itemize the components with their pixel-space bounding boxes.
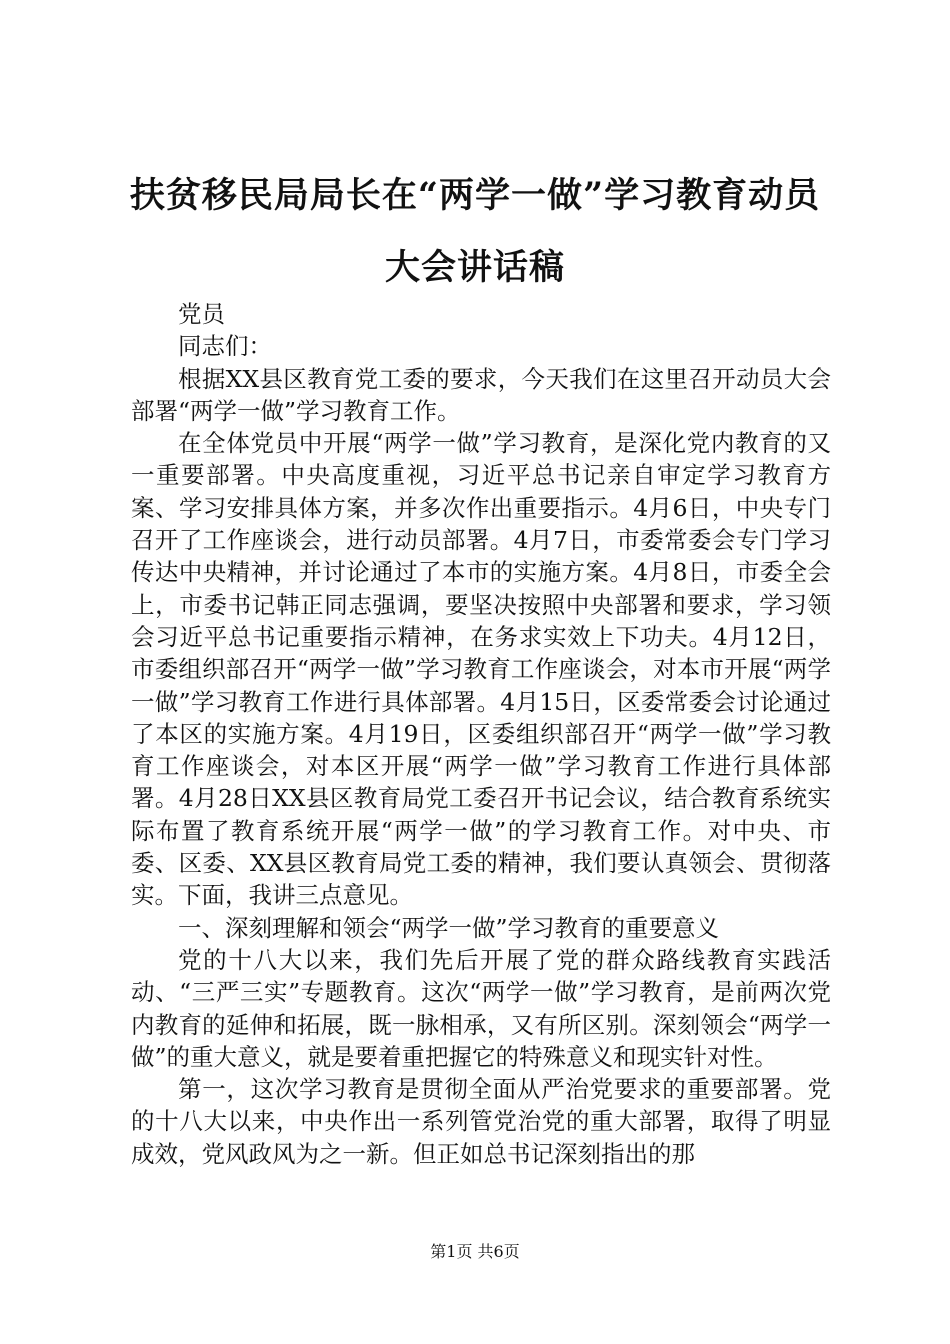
paragraph-significance: 党的十八大以来，我们先后开展了党的群众路线教育实践活动、“三严三实”专题教育。这次“两学一做”学习教育，是前两次党内教育的延伸和拓展，既一脉相承，又有所区别。深刻领会“两学一做”的重大意义，就是要着重把握它的特殊意义和现实针对性。 bbox=[131, 945, 831, 1071]
paragraph-opening: 根据XX县区教育党工委的要求，今天我们在这里召开动员大会部署“两学一做”学习教育工作。 bbox=[131, 364, 831, 425]
salutation-comrades: 同志们： bbox=[178, 332, 272, 361]
title-line-1: 扶贫移民局局长在“两学一做”学习教育动员 bbox=[129, 175, 821, 216]
document-body bbox=[131, 298, 831, 1170]
paragraph-first-point: 第一，这次学习教育是贯彻全面从严治党要求的重要部署。党的十八大以来，中央作出一系列管党治党的重大部署，取得了明显成效，党风政风为之一新。但正如总书记深刻指出的那 bbox=[131, 1075, 831, 1168]
title-line-2: 大会讲话稿 bbox=[384, 247, 565, 288]
page-footer bbox=[0, 1242, 950, 1262]
salutation-party-members: 党员 bbox=[178, 300, 225, 328]
page-number: 第1页 共6页 bbox=[430, 1242, 520, 1261]
section-heading-1: 一、深刻理解和领会“两学一做”学习教育的重要意义 bbox=[178, 913, 720, 942]
paragraph-background: 在全体党员中开展“两学一做”学习教育，是深化党内教育的又一重要部署。中央高度重视，习近平总书记亲自审定学习教育方案、学习安排具体方案，并多次作出重要指示。4月6日，中央专门召开了工作座谈会，进行动员部署。4月7日，市委常委会专门学习传达中央精神，并讨论通过了本市的实施方案。4月8日，市委全会上，市委书记韩正同志强调，要坚决按照中央部署和要求，学习领会习近平总书记重要指示精神，在务求实效上下功夫。4月12日，市委组织部召开“两学一做”学习教育工作座谈会，对本市开展“两学一做”学习教育工作进行具体部署。4月15日，区委常委会讨论通过了本区的实施方案。4月19日，区委组织部召开“两学一做”学习教育工作座谈会，对本区开展“两学一做”学习教育工作进行具体部署。4月28日XX县区教育局党工委召开书记会议，结合教育系统实际布置了教育系统开展“两学一做”的学习教育工作。对中央、市委、区委、XX县区教育局党工委的精神，我们要认真领会、贯彻落实。下面，我讲三点意见。 bbox=[131, 429, 831, 910]
document-title bbox=[110, 160, 840, 304]
